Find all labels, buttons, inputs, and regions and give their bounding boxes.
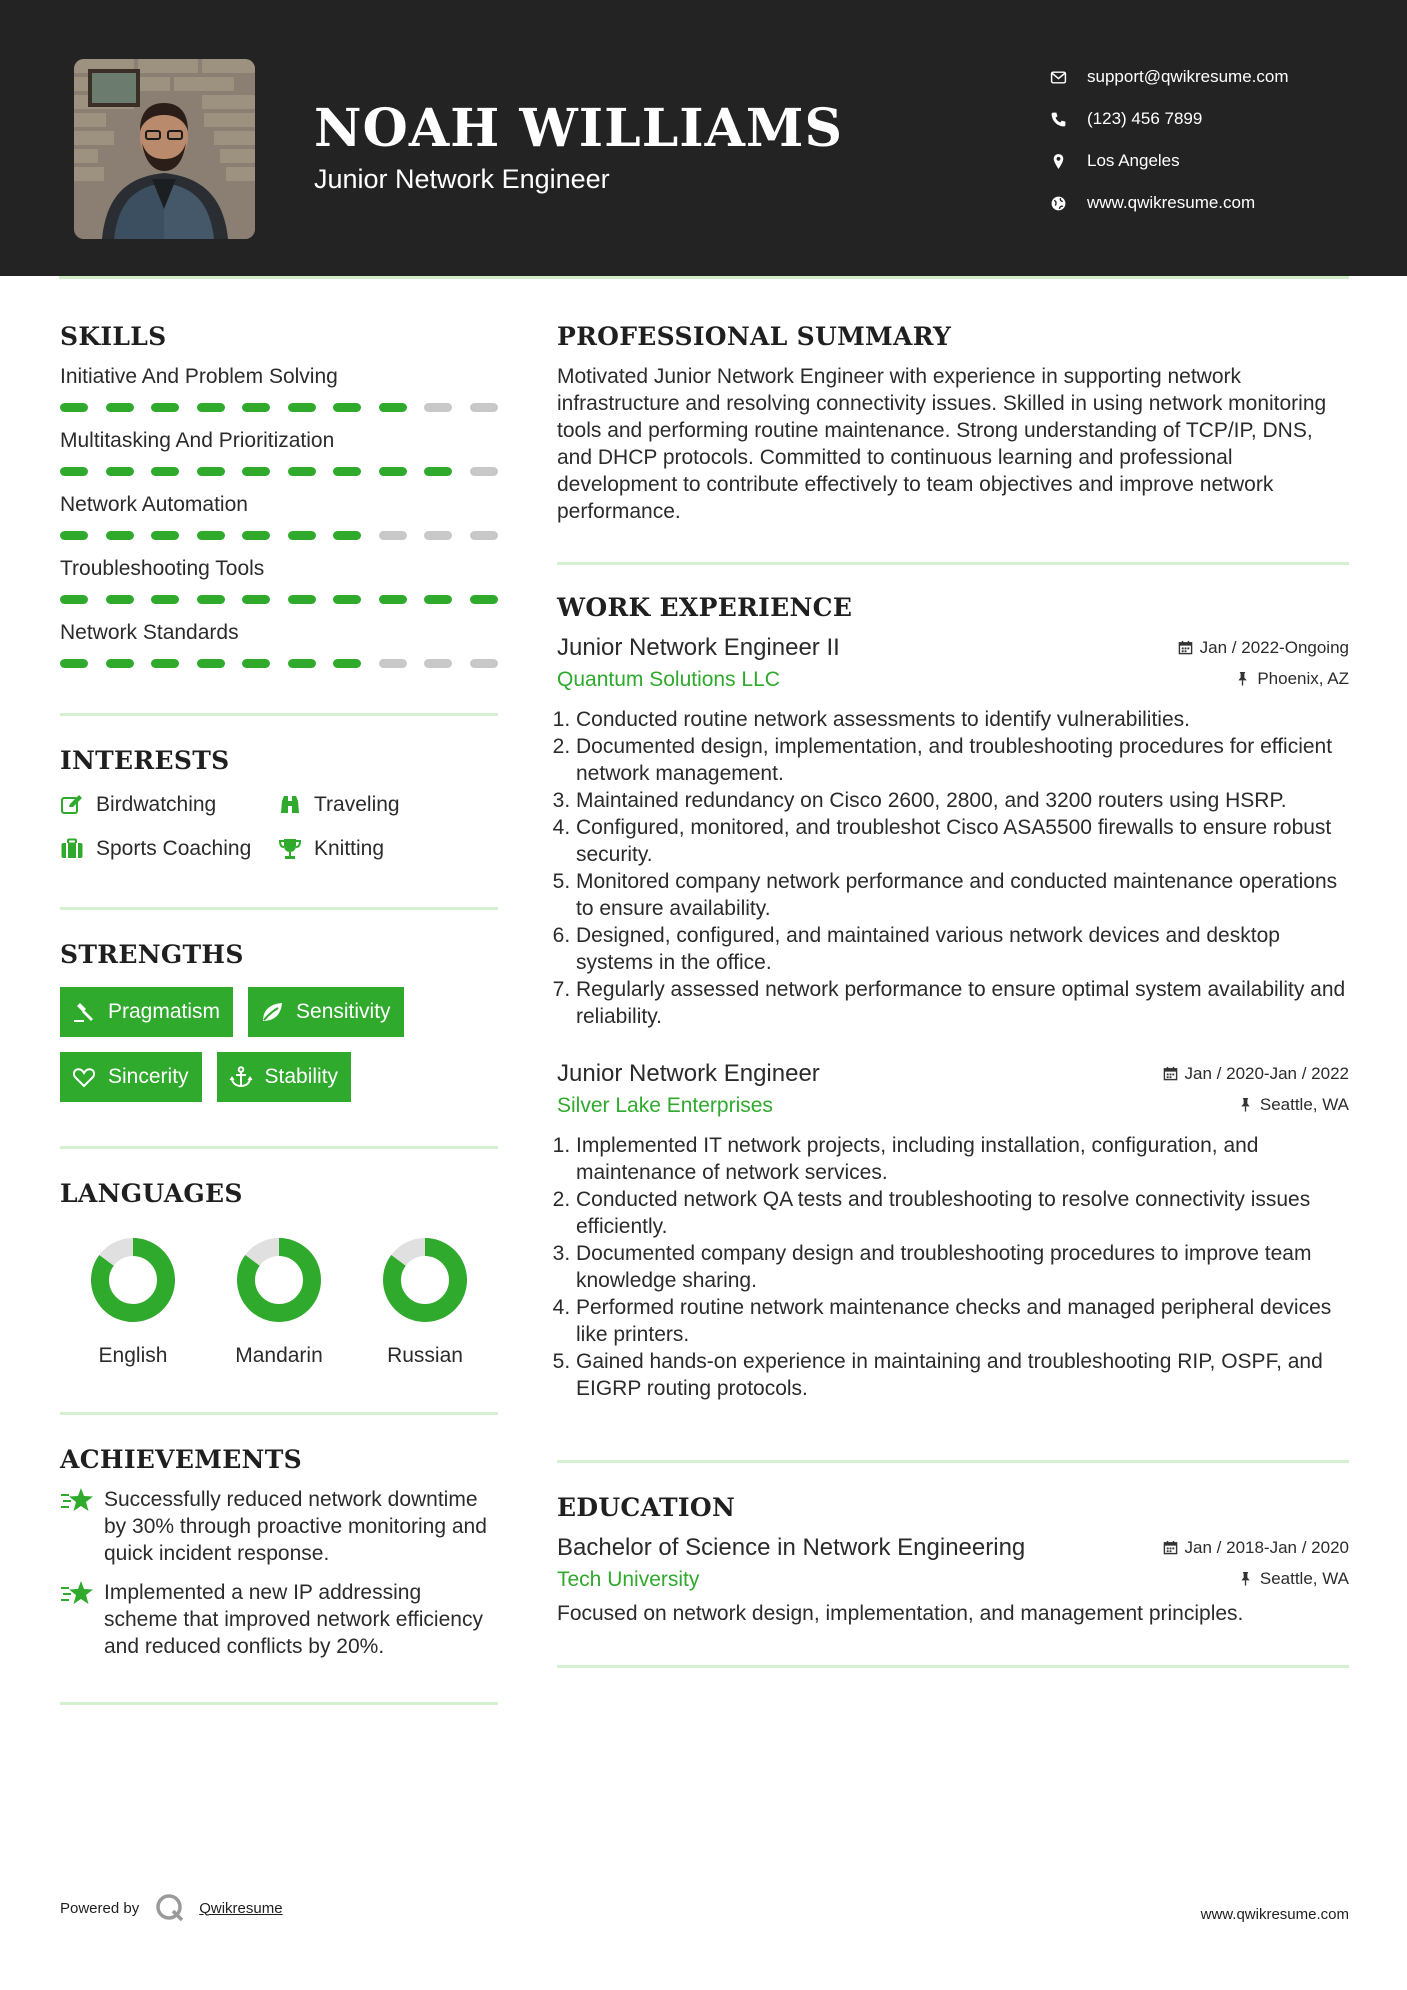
skill-rating (60, 531, 498, 541)
skill-dot (197, 531, 225, 540)
job-company: Quantum Solutions LLC (557, 668, 780, 691)
job-bullet: 2. Documented design, implementation, and troubleshooting procedures for efficient network management. (576, 733, 1349, 787)
skill-dot (424, 467, 452, 476)
skill-dot (151, 403, 179, 412)
achievement-text: Successfully reduced network downtime by 30% through proactive monitoring and quick incident response. (104, 1488, 487, 1565)
shooting-star-icon (60, 1579, 94, 1607)
skill-dot (151, 531, 179, 540)
calendar-icon (1163, 1066, 1178, 1081)
job-location (1235, 669, 1349, 689)
section-divider (557, 1665, 1349, 1668)
achievement-item (60, 1486, 498, 1567)
skill-dot (197, 467, 225, 476)
binoculars-icon (278, 793, 302, 817)
skills-list (60, 363, 498, 669)
job-entry (557, 1060, 1349, 1402)
skill-dot (288, 531, 316, 540)
skill-dot (333, 659, 361, 668)
calendar-icon (1163, 1540, 1178, 1555)
skill-dot (379, 531, 407, 540)
contact-email[interactable] (1050, 56, 1289, 98)
skill-dot (333, 531, 361, 540)
skill-dot (379, 595, 407, 604)
skill-dot (288, 595, 316, 604)
language-item (60, 1236, 206, 1368)
skill-dot (470, 467, 498, 476)
job-bullet: 4. Configured, monitored, and troubleshot Cisco ASA5500 firewalls to ensure robust security. (576, 814, 1349, 868)
summary-title: PROFESSIONAL SUMMARY (557, 322, 952, 351)
achievement-text: Implemented a new IP addressing scheme that improved network efficiency and reduced conflicts by 20%. (104, 1581, 483, 1658)
skill-dot (379, 403, 407, 412)
section-divider (60, 1702, 498, 1705)
skill-dot (470, 659, 498, 668)
job-bullet: 1. Conducted routine network assessments to identify vulnerabilities. (576, 706, 1349, 733)
interest-item (278, 835, 498, 863)
skill-dot (288, 403, 316, 412)
skill-dot (60, 659, 88, 668)
skill-dot (106, 467, 134, 476)
strength-label: Stability (264, 1065, 339, 1088)
achievements-section (60, 1445, 498, 1660)
achievement-item (60, 1579, 498, 1660)
footer-powered-by (60, 1893, 283, 1923)
section-divider (60, 1412, 498, 1415)
language-donut (381, 1236, 469, 1324)
section-divider (557, 1460, 1349, 1463)
resume-header (0, 0, 1407, 276)
education-location-text: Seattle, WA (1259, 1568, 1349, 1588)
education-header (557, 1534, 1349, 1562)
job-date-text: Jan / 2020-Jan / 2022 (1184, 1063, 1349, 1083)
skill-dot (424, 659, 452, 668)
envelope-icon (1050, 69, 1067, 86)
language-donut (235, 1236, 323, 1324)
skill-dot (60, 595, 88, 604)
job-bullet: 3. Maintained redundancy on Cisco 2600, 2800, and 3200 routers using HSRP. (576, 787, 1349, 814)
globe-icon (1050, 195, 1067, 212)
education-section (557, 1493, 1349, 1627)
skill-rating (60, 595, 498, 605)
section-divider (557, 562, 1349, 565)
strength-badge (60, 987, 233, 1037)
language-label: English (98, 1344, 168, 1367)
experience-section (557, 593, 1349, 1402)
edit-icon (60, 793, 84, 817)
pushpin-icon (1235, 671, 1250, 686)
candidate-role: Junior Network Engineer (314, 164, 610, 194)
skill-dot (470, 531, 498, 540)
skill-dot (242, 659, 270, 668)
right-column (557, 322, 1349, 1668)
contact-email-text: support@qwikresume.com (1087, 67, 1289, 86)
skill-dot (424, 595, 452, 604)
education-subheader (557, 1568, 1349, 1592)
skill-rating (60, 467, 498, 477)
skill-name: Multitasking And Prioritization (60, 429, 335, 452)
job-entry (557, 634, 1349, 1030)
skill-dot (288, 659, 316, 668)
trophy-icon (278, 837, 302, 861)
footer-website[interactable]: www.qwikresume.com (1200, 1906, 1349, 1923)
language-donut (89, 1236, 177, 1324)
job-location (1238, 1095, 1349, 1115)
map-pin-icon (1050, 153, 1067, 170)
pushpin-icon (1238, 1097, 1253, 1112)
skill-name: Troubleshooting Tools (60, 557, 265, 580)
achievements-title: ACHIEVEMENTS (60, 1445, 302, 1474)
calendar-icon (1178, 640, 1193, 655)
anchor-icon (229, 1065, 253, 1089)
job-bullet: 1. Implemented IT network projects, including installation, configuration, and maintenance of network services. (576, 1132, 1349, 1186)
contact-location-text: Los Angeles (1087, 151, 1180, 170)
skill-dot (151, 595, 179, 604)
interest-label: Knitting (314, 837, 385, 860)
skill-dot (242, 531, 270, 540)
contact-phone-text: (123) 456 7899 (1087, 109, 1203, 128)
interests-list (60, 791, 498, 863)
skill-item (60, 555, 498, 605)
skill-dot (470, 595, 498, 604)
skill-item (60, 619, 498, 669)
languages-list (60, 1236, 498, 1368)
skill-rating (60, 403, 498, 413)
skills-section (60, 322, 498, 669)
contact-website-text: www.qwikresume.com (1087, 193, 1256, 212)
job-bullet: 5. Monitored company network performance and conducted maintenance operations to ensure availability. (576, 868, 1349, 922)
interest-label: Sports Coaching (96, 837, 252, 860)
gavel-icon (72, 1000, 96, 1024)
language-label: Mandarin (235, 1344, 323, 1367)
job-bullet: 4. Performed routine network maintenance checks and managed peripheral devices like printers. (576, 1294, 1349, 1348)
languages-section (60, 1179, 498, 1368)
skill-dot (333, 403, 361, 412)
education-text: Focused on network design, implementation, and management principles. (557, 1602, 1244, 1625)
skill-dot (242, 403, 270, 412)
education-date (1163, 1538, 1349, 1558)
profile-photo-image (74, 59, 255, 239)
shooting-star-icon (60, 1486, 94, 1514)
job-location-text: Phoenix, AZ (1257, 668, 1349, 688)
job-title: Junior Network Engineer II (557, 634, 840, 661)
qwikresume-logo-icon (155, 1893, 185, 1923)
left-column (60, 322, 498, 1705)
job-bullet: 5. Gained hands-on experience in maintaining and troubleshooting RIP, OSPF, and EIGRP routing protocols. (576, 1348, 1349, 1402)
languages-title: LANGUAGES (60, 1179, 243, 1208)
strengths-title: STRENGTHS (60, 940, 244, 969)
job-bullet: 2. Conducted network QA tests and troubleshooting to resolve connectivity issues efficiently. (576, 1186, 1349, 1240)
strength-badge (60, 1052, 202, 1102)
summary-section (557, 322, 1349, 525)
interest-label: Birdwatching (96, 793, 217, 816)
skill-dot (288, 467, 316, 476)
skill-name: Network Standards (60, 621, 239, 644)
header-accent-line (59, 276, 1349, 279)
skill-dot (106, 531, 134, 540)
education-school: Tech University (557, 1568, 700, 1591)
experience-title: WORK EXPERIENCE (557, 593, 853, 622)
powered-by-text: Powered by (60, 1899, 140, 1917)
skill-item (60, 491, 498, 541)
profile-photo (74, 59, 255, 239)
interest-item (60, 791, 278, 819)
skill-dot (151, 467, 179, 476)
contact-list (1050, 56, 1289, 224)
skill-dot (197, 403, 225, 412)
job-location-text: Seattle, WA (1259, 1094, 1349, 1114)
language-item (352, 1236, 498, 1368)
job-bullets (557, 1132, 1349, 1402)
skill-dot (60, 531, 88, 540)
skill-dot (106, 403, 134, 412)
job-subheader (557, 668, 1349, 692)
job-header (557, 634, 1349, 662)
skill-name: Network Automation (60, 493, 248, 516)
interests-section (60, 746, 498, 863)
job-date (1163, 1064, 1349, 1084)
skill-item (60, 363, 498, 413)
candidate-name: NOAH WILLIAMS (314, 98, 844, 159)
pushpin-icon (1238, 1571, 1253, 1586)
skill-dot (424, 403, 452, 412)
job-date-text: Jan / 2022-Ongoing (1199, 637, 1349, 657)
language-item (206, 1236, 352, 1368)
section-divider (60, 907, 498, 910)
skill-dot (379, 467, 407, 476)
skill-dot (242, 595, 270, 604)
interests-title: INTERESTS (60, 746, 230, 775)
skill-item (60, 427, 498, 477)
strength-badge (248, 987, 404, 1037)
skill-dot (379, 659, 407, 668)
job-title: Junior Network Engineer (557, 1060, 820, 1087)
skill-dot (151, 659, 179, 668)
skills-title: SKILLS (60, 322, 167, 351)
job-subheader (557, 1094, 1349, 1118)
phone-icon (1050, 111, 1067, 128)
strength-label: Sincerity (108, 1065, 189, 1088)
education-location (1238, 1569, 1349, 1589)
interest-label: Traveling (314, 793, 400, 816)
job-header (557, 1060, 1349, 1088)
strength-label: Sensitivity (296, 1000, 391, 1023)
section-divider (60, 713, 498, 716)
skill-dot (470, 403, 498, 412)
skill-dot (60, 403, 88, 412)
job-company: Silver Lake Enterprises (557, 1094, 773, 1117)
job-bullet: 3. Documented company design and troubleshooting procedures to improve team knowledge sharing. (576, 1240, 1349, 1294)
education-degree: Bachelor of Science in Network Engineering (557, 1534, 1026, 1561)
skill-dot (106, 659, 134, 668)
contact-location (1050, 140, 1289, 182)
strength-badge (217, 1052, 352, 1102)
qwikresume-link[interactable]: Qwikresume (199, 1899, 283, 1917)
section-divider (60, 1146, 498, 1149)
strengths-section (60, 940, 498, 1102)
interest-item (60, 835, 278, 863)
job-bullets (557, 706, 1349, 1030)
job-date (1178, 638, 1349, 658)
skill-dot (242, 467, 270, 476)
interest-item (278, 791, 498, 819)
summary-text: Motivated Junior Network Engineer with experience in supporting network infrastructure and resolving connectivity issues. Skilled in using network monitoring tools and performing routine maintenance. Strong understanding of TCP/IP, DNS, and DHCP protocols. Committed to continuous learning and professional development to contribute effectively to team objectives and improve network performance. (557, 365, 1327, 523)
skill-dot (197, 595, 225, 604)
leaf-icon (260, 1000, 284, 1024)
strength-label: Pragmatism (108, 1000, 221, 1023)
briefcase-icon (60, 837, 84, 861)
contact-website[interactable] (1050, 182, 1289, 224)
skill-dot (333, 467, 361, 476)
skill-rating (60, 659, 498, 669)
language-label: Russian (387, 1344, 463, 1367)
education-title: EDUCATION (557, 1493, 736, 1522)
strengths-list (60, 987, 498, 1102)
skill-dot (106, 595, 134, 604)
job-bullet: 6. Designed, configured, and maintained various network devices and desktop systems in the office. (576, 922, 1349, 976)
education-date-text: Jan / 2018-Jan / 2020 (1184, 1537, 1349, 1557)
job-bullet: 7. Regularly assessed network performance to ensure optimal system availability and reliability. (576, 976, 1349, 1030)
skill-dot (60, 467, 88, 476)
skill-name: Initiative And Problem Solving (60, 365, 338, 388)
skill-dot (197, 659, 225, 668)
contact-phone[interactable] (1050, 98, 1289, 140)
skill-dot (424, 531, 452, 540)
skill-dot (333, 595, 361, 604)
heart-icon (72, 1065, 96, 1089)
